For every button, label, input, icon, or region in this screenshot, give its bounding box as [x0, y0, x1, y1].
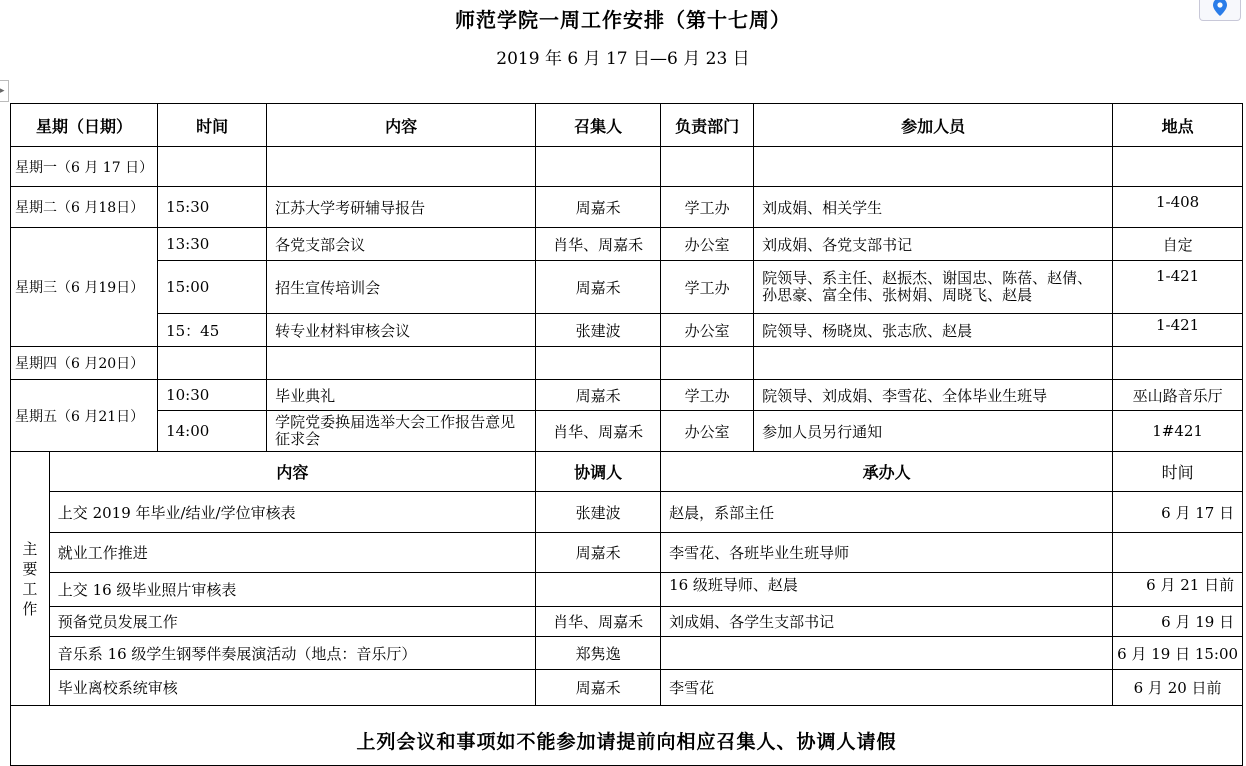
map-pin-icon	[1213, 0, 1227, 16]
work-handler: 刘成娟、各学生支部书记	[661, 607, 1113, 637]
header-attendees: 参加人员	[754, 104, 1113, 147]
event-department: 办公室	[661, 314, 754, 347]
table-row	[11, 347, 1243, 380]
table-row	[11, 187, 1243, 228]
event-location: 1-421	[1113, 261, 1243, 314]
location-button[interactable]	[1199, 0, 1241, 21]
work-content: 音乐系 16 级学生钢琴伴奏展演活动（地点：音乐厅）	[49, 637, 535, 670]
event-time: 10:30	[158, 380, 267, 411]
work-time: 6 月 17 日	[1113, 492, 1243, 533]
work-coordinator: 张建波	[536, 492, 661, 533]
table-row	[11, 637, 1243, 670]
table-row	[11, 261, 1243, 314]
event-convener: 周嘉禾	[536, 380, 661, 411]
table-row	[11, 380, 1243, 411]
day-cell-tuesday: 星期二（6 月18日）	[11, 187, 158, 228]
work-time: 6 月 21 日前	[1113, 573, 1243, 607]
day-cell-thursday: 星期四（6 月20日）	[11, 347, 158, 380]
work-content: 上交 16 级毕业照片审核表	[49, 573, 535, 607]
schedule-header-row	[11, 104, 1243, 147]
date-range: 2019 年 6 月 17 日—6 月 23 日	[496, 49, 750, 69]
event-department: 办公室	[661, 228, 754, 261]
event-content: 招生宣传培训会	[267, 261, 536, 314]
work-section-label: 主要工作	[11, 452, 50, 706]
footer-row	[11, 706, 1243, 766]
work-time: 6 月 20 日前	[1113, 670, 1243, 706]
event-department: 学工办	[661, 380, 754, 411]
event-attendees: 刘成娟、相关学生	[754, 187, 1113, 228]
event-content: 转专业材料审核会议	[267, 314, 536, 347]
work-handler	[661, 637, 1113, 670]
header-convener: 召集人	[536, 104, 661, 147]
event-attendees: 院领导、杨晓岚、张志欣、赵晨	[754, 314, 1113, 347]
work-coordinator: 郑隽逸	[536, 637, 661, 670]
work-content: 就业工作推进	[49, 533, 535, 573]
event-department: 办公室	[661, 411, 754, 452]
work-handler: 李雪花	[661, 670, 1113, 706]
work-content: 毕业离校系统审核	[49, 670, 535, 706]
event-content: 学院党委换届选举大会工作报告意见征求会	[267, 411, 536, 452]
footer-note: 上列会议和事项如不能参加请提前向相应召集人、协调人请假	[11, 706, 1243, 766]
header-location: 地点	[1113, 104, 1243, 147]
work-coordinator: 周嘉禾	[536, 670, 661, 706]
work-coordinator: 肖华、周嘉禾	[536, 607, 661, 637]
work-handler: 赵晨，系部主任	[661, 492, 1113, 533]
work-time	[1113, 533, 1243, 573]
day-cell-friday: 星期五（6 月21日）	[11, 380, 158, 452]
day-cell-wednesday: 星期三（6 月19日）	[11, 228, 158, 347]
table-row	[11, 670, 1243, 706]
work-coordinator: 周嘉禾	[536, 533, 661, 573]
event-time: 13:30	[158, 228, 267, 261]
work-handler: 李雪花、各班毕业生班导师	[661, 533, 1113, 573]
table-row	[11, 573, 1243, 607]
margin-expand-handle[interactable]: ▸	[0, 80, 9, 102]
header-content: 内容	[267, 104, 536, 147]
event-convener: 周嘉禾	[536, 187, 661, 228]
work-content: 预备党员发展工作	[49, 607, 535, 637]
event-time: 14:00	[158, 411, 267, 452]
header-time: 时间	[158, 104, 267, 147]
work-coordinator	[536, 573, 661, 607]
work-header-coordinator: 协调人	[536, 452, 661, 492]
work-header-row	[11, 452, 1243, 492]
work-content: 上交 2019 年毕业/结业/学位审核表	[49, 492, 535, 533]
event-location: 巫山路音乐厅	[1113, 380, 1243, 411]
event-department: 学工办	[661, 261, 754, 314]
day-cell-monday: 星期一（6 月 17 日）	[11, 147, 158, 187]
event-convener: 肖华、周嘉禾	[536, 411, 661, 452]
weekly-schedule-table	[10, 103, 1243, 766]
table-row	[11, 314, 1243, 347]
table-row	[11, 607, 1243, 637]
header-weekday: 星期（日期）	[11, 104, 158, 147]
work-handler: 16 级班导师、赵晨	[661, 573, 1113, 607]
table-row	[11, 147, 1243, 187]
event-attendees: 院领导、系主任、赵振杰、谢国忠、陈蓓、赵倩、孙思豪、富全伟、张树娟、周晓飞、赵晨	[754, 261, 1113, 314]
table-row	[11, 492, 1243, 533]
event-department: 学工办	[661, 187, 754, 228]
event-location: 自定	[1113, 228, 1243, 261]
event-content: 各党支部会议	[267, 228, 536, 261]
event-attendees: 院领导、刘成娟、李雪花、全体毕业生班导	[754, 380, 1113, 411]
header-department: 负责部门	[661, 104, 754, 147]
event-location: 1-408	[1113, 187, 1243, 228]
event-time: 15：45	[158, 314, 267, 347]
event-convener: 肖华、周嘉禾	[536, 228, 661, 261]
event-location: 1-421	[1113, 314, 1243, 347]
work-header-content: 内容	[49, 452, 535, 492]
event-location: 1#421	[1113, 411, 1243, 452]
table-row	[11, 228, 1243, 261]
event-convener: 周嘉禾	[536, 261, 661, 314]
event-attendees: 参加人员另行通知	[754, 411, 1113, 452]
event-content: 江苏大学考研辅导报告	[267, 187, 536, 228]
event-convener: 张建波	[536, 314, 661, 347]
table-row	[11, 533, 1243, 573]
event-time: 15:30	[158, 187, 267, 228]
table-row	[11, 411, 1243, 452]
page-title: 师范学院一周工作安排（第十七周）	[455, 8, 791, 32]
event-attendees: 刘成娟、各党支部书记	[754, 228, 1113, 261]
work-header-time: 时间	[1113, 452, 1243, 492]
work-time: 6 月 19 日	[1113, 607, 1243, 637]
work-time: 6 月 19 日 15:00	[1113, 637, 1243, 670]
event-time: 15:00	[158, 261, 267, 314]
event-content: 毕业典礼	[267, 380, 536, 411]
work-header-handler: 承办人	[661, 452, 1113, 492]
